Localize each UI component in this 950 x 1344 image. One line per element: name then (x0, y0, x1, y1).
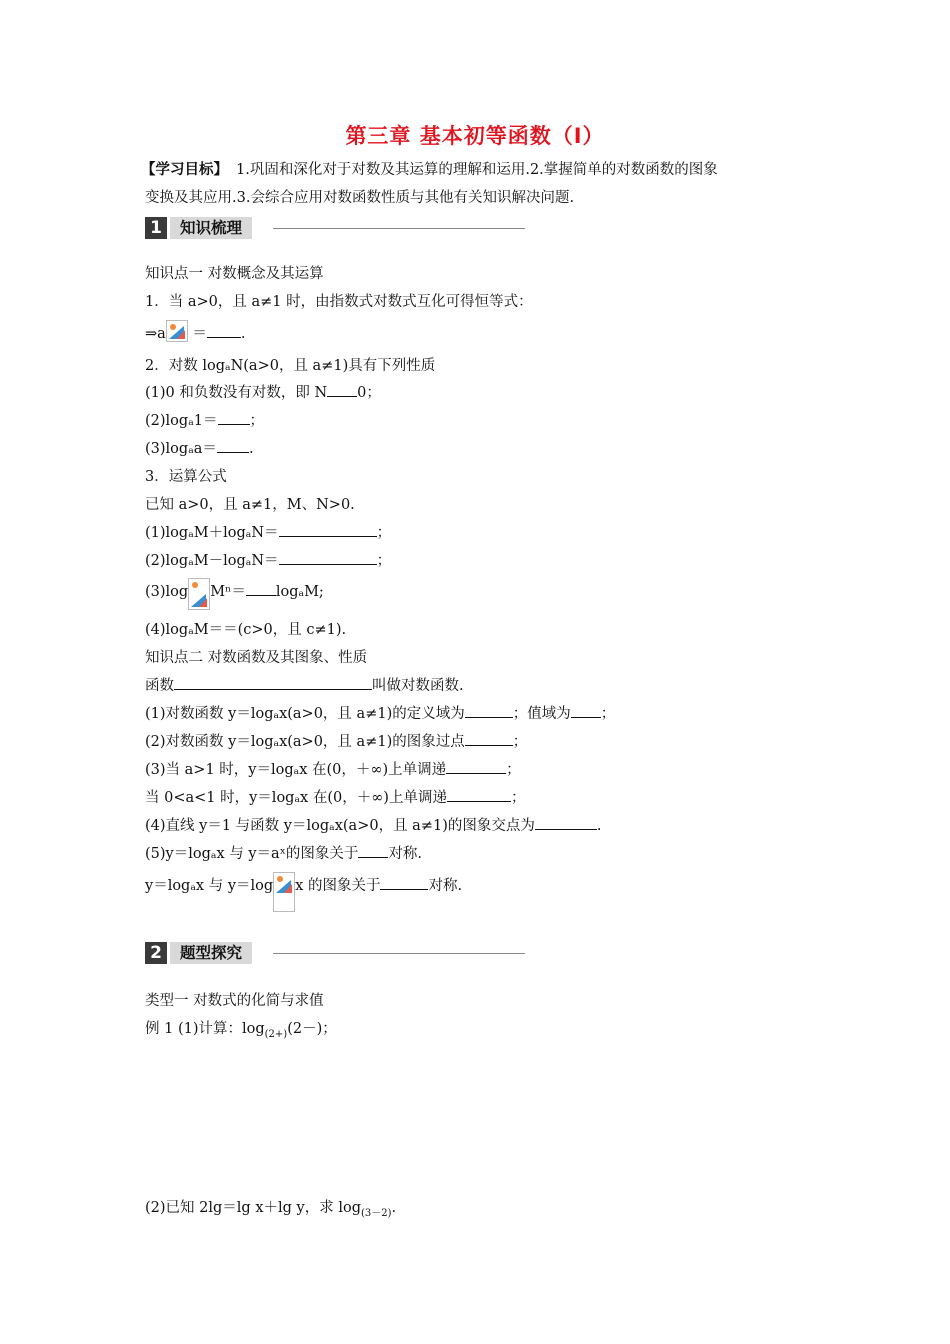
answer-blank[interactable] (380, 875, 428, 890)
kp2-property-5 (145, 842, 422, 863)
example-1-part-2 (145, 1196, 396, 1219)
property-1-text: (1)0 和负数没有对数，即 N (145, 385, 328, 401)
example-1-part-2-end: . (391, 1200, 397, 1216)
identity-equals: ＝ (192, 326, 207, 342)
goal-text-2: 变换及其应用.3.会综合应用对数函数性质与其他有关知识解决问题. (145, 190, 575, 206)
kp2-property-2: (2)对数函数 y＝logₐx(a>0，且 a≠1)的图象过点 ； (145, 730, 527, 751)
kp2-property-5-text: (5)y＝logₐx 与 y＝aˣ的图象关于 (145, 846, 359, 862)
section-number: 1 (145, 217, 167, 239)
answer-blank[interactable] (535, 815, 597, 830)
kp1-formula-4: (4)logₐM＝＝(c>0，且 c≠1). (145, 622, 347, 638)
answer-blank[interactable] (174, 675, 372, 690)
kp2-property-4-text: (4)直线 y＝1 与函数 y＝logₐx(a>0，且 a≠1)的图象交点为 (145, 818, 535, 834)
answer-blank[interactable] (246, 581, 276, 596)
goal-text-1: 1.巩固和深化对于对数及其运算的理解和运用.2.掌握简单的对数函数的图象 (236, 162, 718, 178)
kp1-property-3: (3)logₐa＝ . (145, 437, 254, 458)
kp2-property-3-text: (3)当 a>1 时，y＝logₐx 在(0，＋∞)上单调递 (145, 762, 447, 778)
section-number: 2 (145, 942, 167, 964)
kp1-property-1 (145, 381, 381, 402)
kp1-formula-2: (2)logₐM－logₐN＝ ； (145, 549, 391, 570)
formula-3-log: (3)log (145, 584, 189, 600)
answer-blank[interactable] (358, 843, 388, 858)
kp2-property-1-range: ；值域为 (512, 706, 571, 722)
answer-blank[interactable] (279, 522, 377, 537)
answer-blank[interactable] (571, 703, 601, 718)
kp2-property-6-end: 对称. (428, 878, 463, 894)
type-1-title: 类型一 对数式的化简与求值 (145, 993, 324, 1009)
property-2-text: (2)logₐ1＝ (145, 413, 218, 429)
kp1-item-1: 1．当 a>0，且 a≠1 时，由指数式对数式互化可得恒等式： (145, 294, 533, 310)
knowledge-point-2-title: 知识点二 对数函数及其图象、性质 (145, 650, 368, 666)
example-1-part-2-text: (2)已知 2lg＝lg x＋lg y，求 log (145, 1200, 361, 1216)
identity-prefix: ⇒a (145, 326, 166, 342)
example-1-text: 例 1 (1)计算：log (145, 1021, 265, 1037)
kp2-definition (145, 674, 464, 695)
formula-3-mid: Mⁿ＝ (210, 584, 246, 600)
definition-end: 叫做对数函数. (372, 678, 464, 694)
kp1-identity: ⇒a ＝ . (145, 320, 246, 343)
formula-3-end: logₐM; (275, 584, 324, 600)
kp2-property-2-text: (2)对数函数 y＝logₐx(a>0，且 a≠1)的图象过点 (145, 734, 465, 750)
chapter-title: 第三章 基本初等函数（Ⅰ） (345, 124, 605, 148)
property-3-text: (3)logₐa＝ (145, 441, 217, 457)
kp2-property-1: (1)对数函数 y＝logₐx(a>0，且 a≠1)的定义域为 ；值域为 ； (145, 702, 615, 723)
example-1-subscript: (2+) (264, 1028, 288, 1040)
answer-blank[interactable] (207, 323, 241, 338)
formula-2-text: (2)logₐM－logₐN＝ (145, 553, 279, 569)
image-placeholder-icon (166, 320, 188, 342)
definition-start: 函数 (145, 678, 174, 694)
formula-1-text: (1)logₐM＋logₐN＝ (145, 525, 279, 541)
property-1-end: 0； (357, 385, 381, 401)
answer-blank[interactable] (218, 410, 250, 425)
answer-blank[interactable] (327, 382, 357, 397)
example-1-part-1 (145, 1017, 337, 1040)
kp1-item-2: 2．对数 logₐN(a>0，且 a≠1)具有下列性质 (145, 358, 436, 374)
answer-blank[interactable] (465, 703, 513, 718)
goal-tag: 【学习目标】 (141, 161, 228, 178)
kp1-condition: 已知 a>0，且 a≠1，M、N>0. (145, 497, 355, 513)
section-label: 知识梳理 (170, 217, 252, 239)
kp2-property-3b-text: 当 0<a<1 时，y＝logₐx 在(0，＋∞)上单调递 (145, 790, 447, 806)
kp1-item-3: 3．运算公式 (145, 469, 227, 485)
kp2-property-6 (145, 872, 462, 912)
kp2-property-3: (3)当 a>1 时，y＝logₐx 在(0，＋∞)上单调递 ； (145, 758, 521, 779)
section-rule (273, 953, 525, 954)
answer-blank[interactable] (447, 787, 511, 802)
knowledge-point-1-title: 知识点一 对数概念及其运算 (145, 266, 324, 282)
section-header-exploration (145, 942, 525, 964)
kp2-property-6-text: y＝logₐx 与 y＝log (145, 878, 274, 894)
image-placeholder-icon (188, 578, 210, 610)
kp2-property-6-mid: x 的图象关于 (295, 878, 381, 894)
kp2-property-3b: 当 0<a<1 时，y＝logₐx 在(0，＋∞)上单调递 ； (145, 786, 525, 807)
kp2-property-1-text: (1)对数函数 y＝logₐx(a>0，且 a≠1)的定义域为 (145, 706, 465, 722)
section-label: 题型探究 (170, 942, 252, 964)
kp1-formula-1: (1)logₐM＋logₐN＝ ； (145, 521, 391, 542)
example-1-part-2-subscript: (3－2) (360, 1207, 392, 1219)
example-1-end: (2－)； (287, 1021, 337, 1037)
section-rule (273, 228, 525, 229)
learning-goals (141, 156, 810, 212)
kp2-property-5-end: 对称. (388, 846, 422, 862)
answer-blank[interactable] (446, 759, 506, 774)
kp1-formula-3 (145, 578, 324, 610)
answer-blank[interactable] (217, 438, 249, 453)
answer-blank[interactable] (279, 550, 377, 565)
answer-blank[interactable] (465, 731, 513, 746)
kp1-property-2: (2)logₐ1＝ ； (145, 409, 264, 430)
kp2-property-4: (4)直线 y＝1 与函数 y＝logₐx(a>0，且 a≠1)的图象交点为 . (145, 814, 601, 835)
image-placeholder-icon (273, 872, 295, 912)
section-header-knowledge (145, 217, 525, 239)
